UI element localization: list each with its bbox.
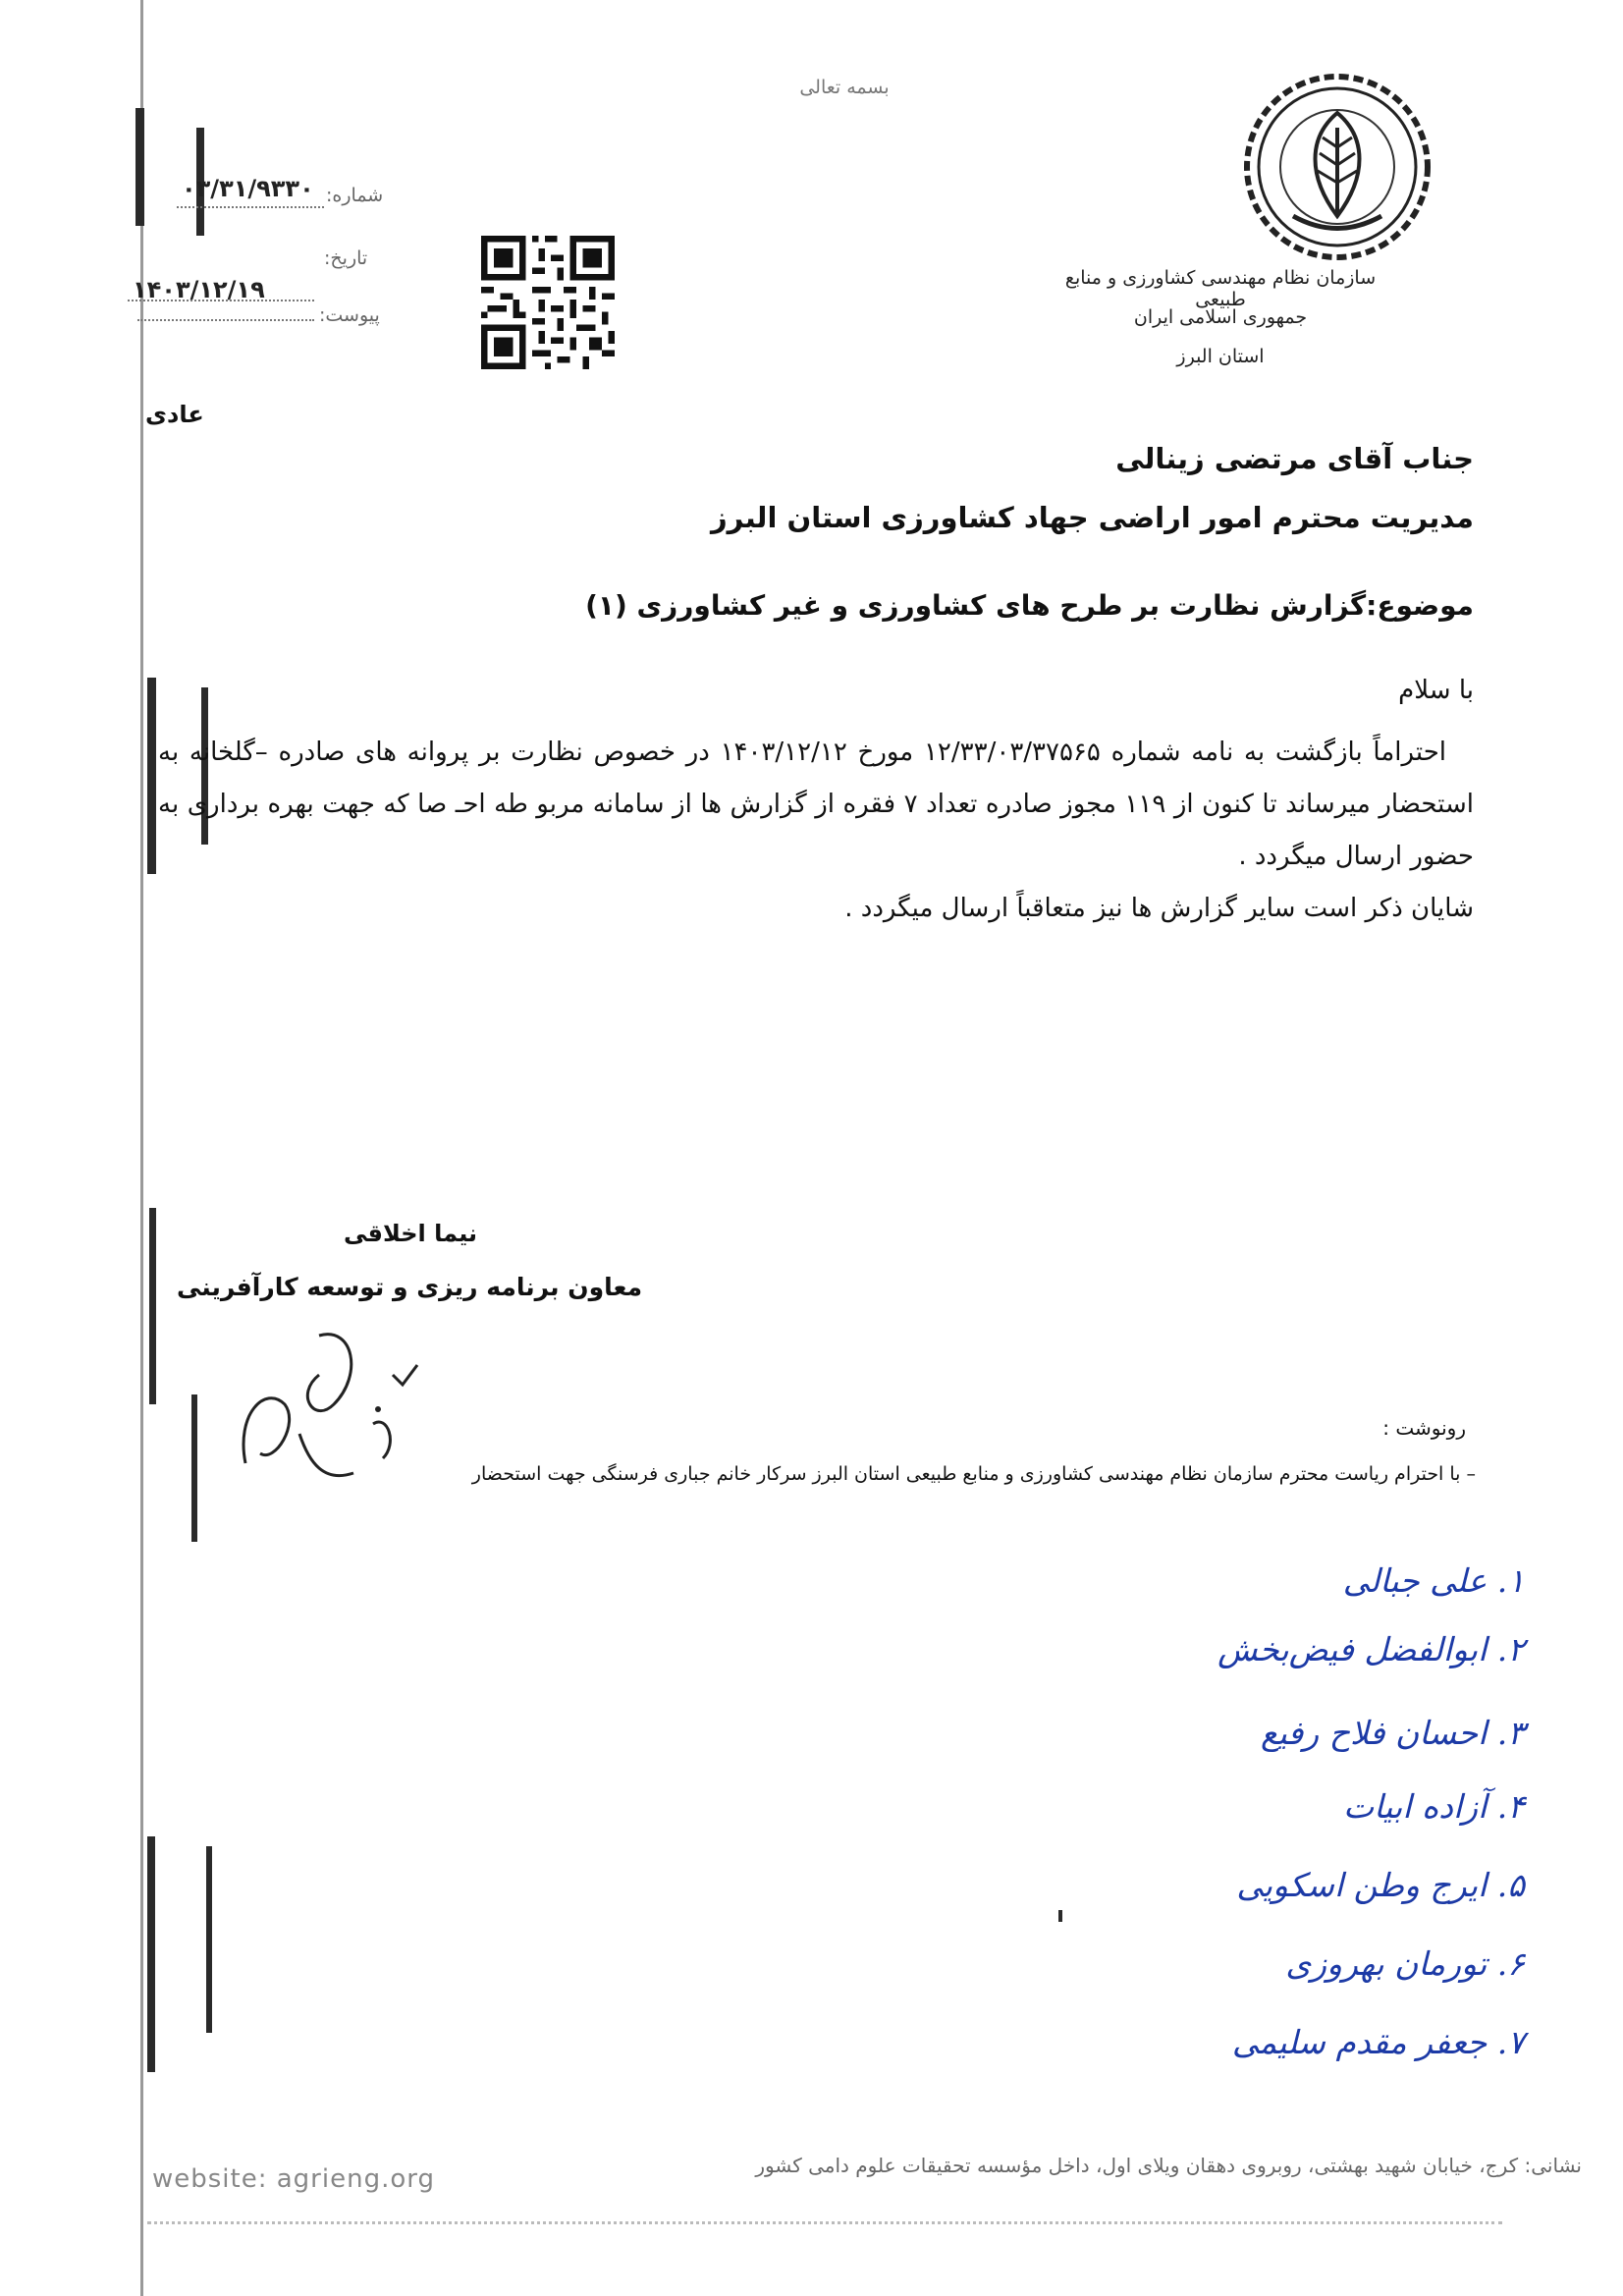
attachment-label: پیوست:	[319, 304, 380, 326]
scan-mark	[147, 678, 156, 874]
footer-website: website: agrieng.org	[152, 2164, 435, 2194]
signer-title: معاون برنامه ریزی و توسعه کارآفرینی	[177, 1273, 643, 1301]
scan-mark	[191, 1394, 197, 1542]
org-country: جمهوری اسلامی ایران	[1133, 306, 1308, 328]
letter-body	[158, 727, 1474, 935]
date-label: تاریخ:	[324, 247, 368, 269]
recipient-name: جناب آقای مرتضی زینالی	[1115, 442, 1474, 475]
cc-recipient: – با احترام ریاست محترم سازمان نظام مهندسی کشاورزی و منابع طبیعی استان البرز سرکار خانم جباری فرسنگی جهت استحضار	[471, 1463, 1476, 1485]
handwritten-list-item: ۳. احسان فلاح رفیع	[1261, 1714, 1525, 1752]
signer-name: نیما اخلاقی	[344, 1220, 478, 1247]
number-label: شماره:	[326, 185, 384, 206]
basmala: بسمه تعالی	[799, 77, 890, 98]
qr-code-icon	[481, 236, 615, 369]
scan-speck	[1058, 1910, 1062, 1922]
cc-label: رونوشت :	[1382, 1416, 1466, 1440]
date-underline	[128, 300, 314, 301]
scan-mark	[147, 1836, 155, 2072]
handwritten-list-item: ۶. تورمان بهروزی	[1285, 1944, 1525, 1983]
handwritten-signature-icon	[226, 1316, 471, 1512]
org-province: استان البرز	[1176, 346, 1265, 367]
body-paragraph: احتراماً بازگشت به نامه شماره ۱۲/۳۳/۰۳/۳۷۵۶۵ مورخ ۱۴۰۳/۱۲/۱۲ در خصوص نظارت بر پروانه های صادره –گلخانه به استحضار میرساند تا کنون از ۱۱۹ مجوز صادره تعداد ۷ فقره از گزارش ها از سامانه مربو طه احـ صا که جهت بهره برداری به حضور ارسال میگردد .	[158, 738, 1474, 871]
scan-mark	[149, 1208, 156, 1404]
body-closing: شایان ذکر است سایر گزارش ها نیز متعاقباً ارسال میگردد .	[844, 894, 1474, 923]
letter-date: ۱۴۰۳/۱۲/۱۹	[133, 276, 265, 303]
org-name: سازمان نظام مهندسی کشاورزی و منابع طبیعی	[1064, 267, 1377, 310]
organization-logo-icon	[1239, 69, 1435, 265]
recipient-office: مدیریت محترم امور اراضی جهاد کشاورزی استان البرز	[710, 501, 1474, 534]
scan-mark	[206, 1846, 212, 2033]
number-underline	[177, 206, 324, 208]
greeting: با سلام	[1398, 676, 1474, 705]
handwritten-list-item: ۱. علی جبالی	[1342, 1561, 1525, 1600]
handwritten-list-item: ۵. ایرج وطن اسکویی	[1236, 1866, 1525, 1904]
footer-address: نشانی: کرج، خیابان شهید بهشتی، روبروی دهقان ویلای اول، داخل مؤسسه تحقیقات علوم دامی کشور	[755, 2154, 1582, 2177]
letter-subject: موضوع:گزارش نظارت بر طرح های کشاورزی و غیر کشاورزی (۱)	[585, 589, 1474, 622]
attachment-underline	[137, 319, 314, 321]
scan-edge-line	[140, 0, 143, 2296]
scan-mark	[135, 108, 144, 226]
footer-cut-line	[147, 2221, 1502, 2234]
handwritten-list-item: ۷. جعفر مقدم سلیمی	[1231, 2023, 1525, 2061]
letter-number: ۰۳/۳۱/۹۳۳۰	[182, 175, 314, 202]
handwritten-list-item: ۴. آزاده ابیات	[1343, 1787, 1525, 1826]
handwritten-list-item: ۲. ابوالفضل فیض‌بخش	[1217, 1630, 1525, 1668]
classification-label: عادی	[145, 401, 204, 428]
